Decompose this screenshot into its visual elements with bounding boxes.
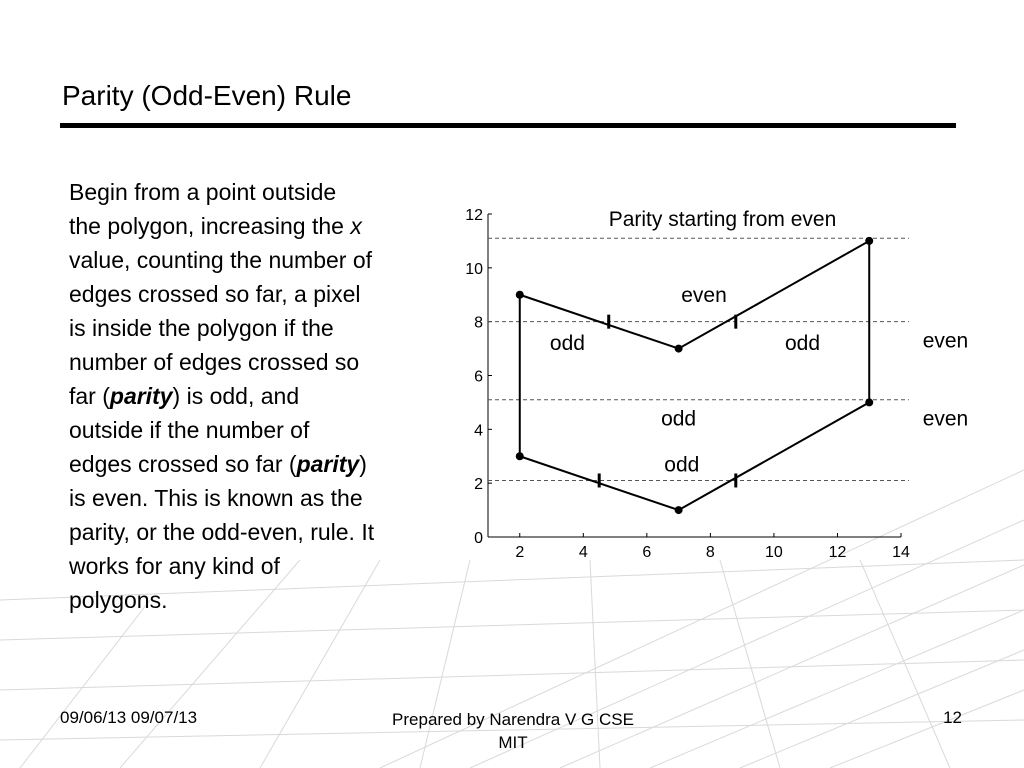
polygon-vertex [865,398,873,406]
parity-label: even [922,329,969,353]
x-tick-label: 8 [705,544,715,561]
footer-date: 09/06/13 09/07/13 [60,708,198,727]
body-line: number of edges crossed so [69,349,360,375]
parity-label: even [922,407,969,431]
x-tick-label: 12 [828,544,847,561]
x-tick-label: 10 [765,544,783,561]
body-line: far (parity) is odd, and [69,383,300,409]
y-tick-label: 0 [474,530,483,547]
polygon-vertex [516,452,524,460]
x-tick-label: 6 [642,544,652,561]
polygon-vertex [675,345,683,353]
body-line: is inside the polygon if the [69,315,334,341]
parity-label: odd [664,453,700,477]
body-line: polygons. [69,587,168,613]
y-tick-label: 12 [465,207,483,224]
italic-x: x [350,213,362,239]
title-underline [60,123,956,128]
y-tick-label: 4 [474,422,483,440]
x-tick-label: 2 [515,544,525,561]
body-line: Begin from a point outside [69,179,337,205]
body-line: value, counting the number of [69,247,373,273]
x-tick-label: 14 [892,544,910,561]
parity-label: even [681,283,727,307]
slide-title: Parity (Odd-Even) Rule [62,80,352,111]
parity-label: odd [784,332,821,356]
body-line: edges crossed so far (parity) [69,451,367,477]
parity-label: odd [661,407,697,431]
body-line: outside if the number of [69,417,310,443]
parity-label: odd [549,332,585,356]
x-tick-label: 4 [578,544,588,561]
parity-plot [455,200,969,570]
y-tick-label: 2 [474,476,483,494]
footer-credit-line-1: Prepared by Narendra V G CSE [392,710,634,729]
page-number: 12 [943,708,962,727]
plot-title: Parity starting from even [608,208,837,231]
footer-credit-line-2: MIT [498,733,528,752]
body-line: edges crossed so far, a pixel [69,281,361,307]
emphasis-parity: parity [109,383,173,409]
polygon-vertex [865,237,873,245]
y-tick-label: 6 [474,368,483,386]
body-line: works for any kind of [69,553,280,579]
emphasis-parity: parity [296,451,360,477]
polygon-vertex [516,291,524,299]
polygon-vertex [675,506,683,514]
y-tick-label: 8 [474,314,483,332]
body-paragraph [69,175,449,617]
footer-credit [358,708,668,754]
body-line: parity, or the odd-even, rule. It [69,519,375,545]
body-line: the polygon, increasing the x [69,213,362,239]
y-tick-label: 10 [465,260,483,278]
body-line: is even. This is known as the [69,485,363,511]
